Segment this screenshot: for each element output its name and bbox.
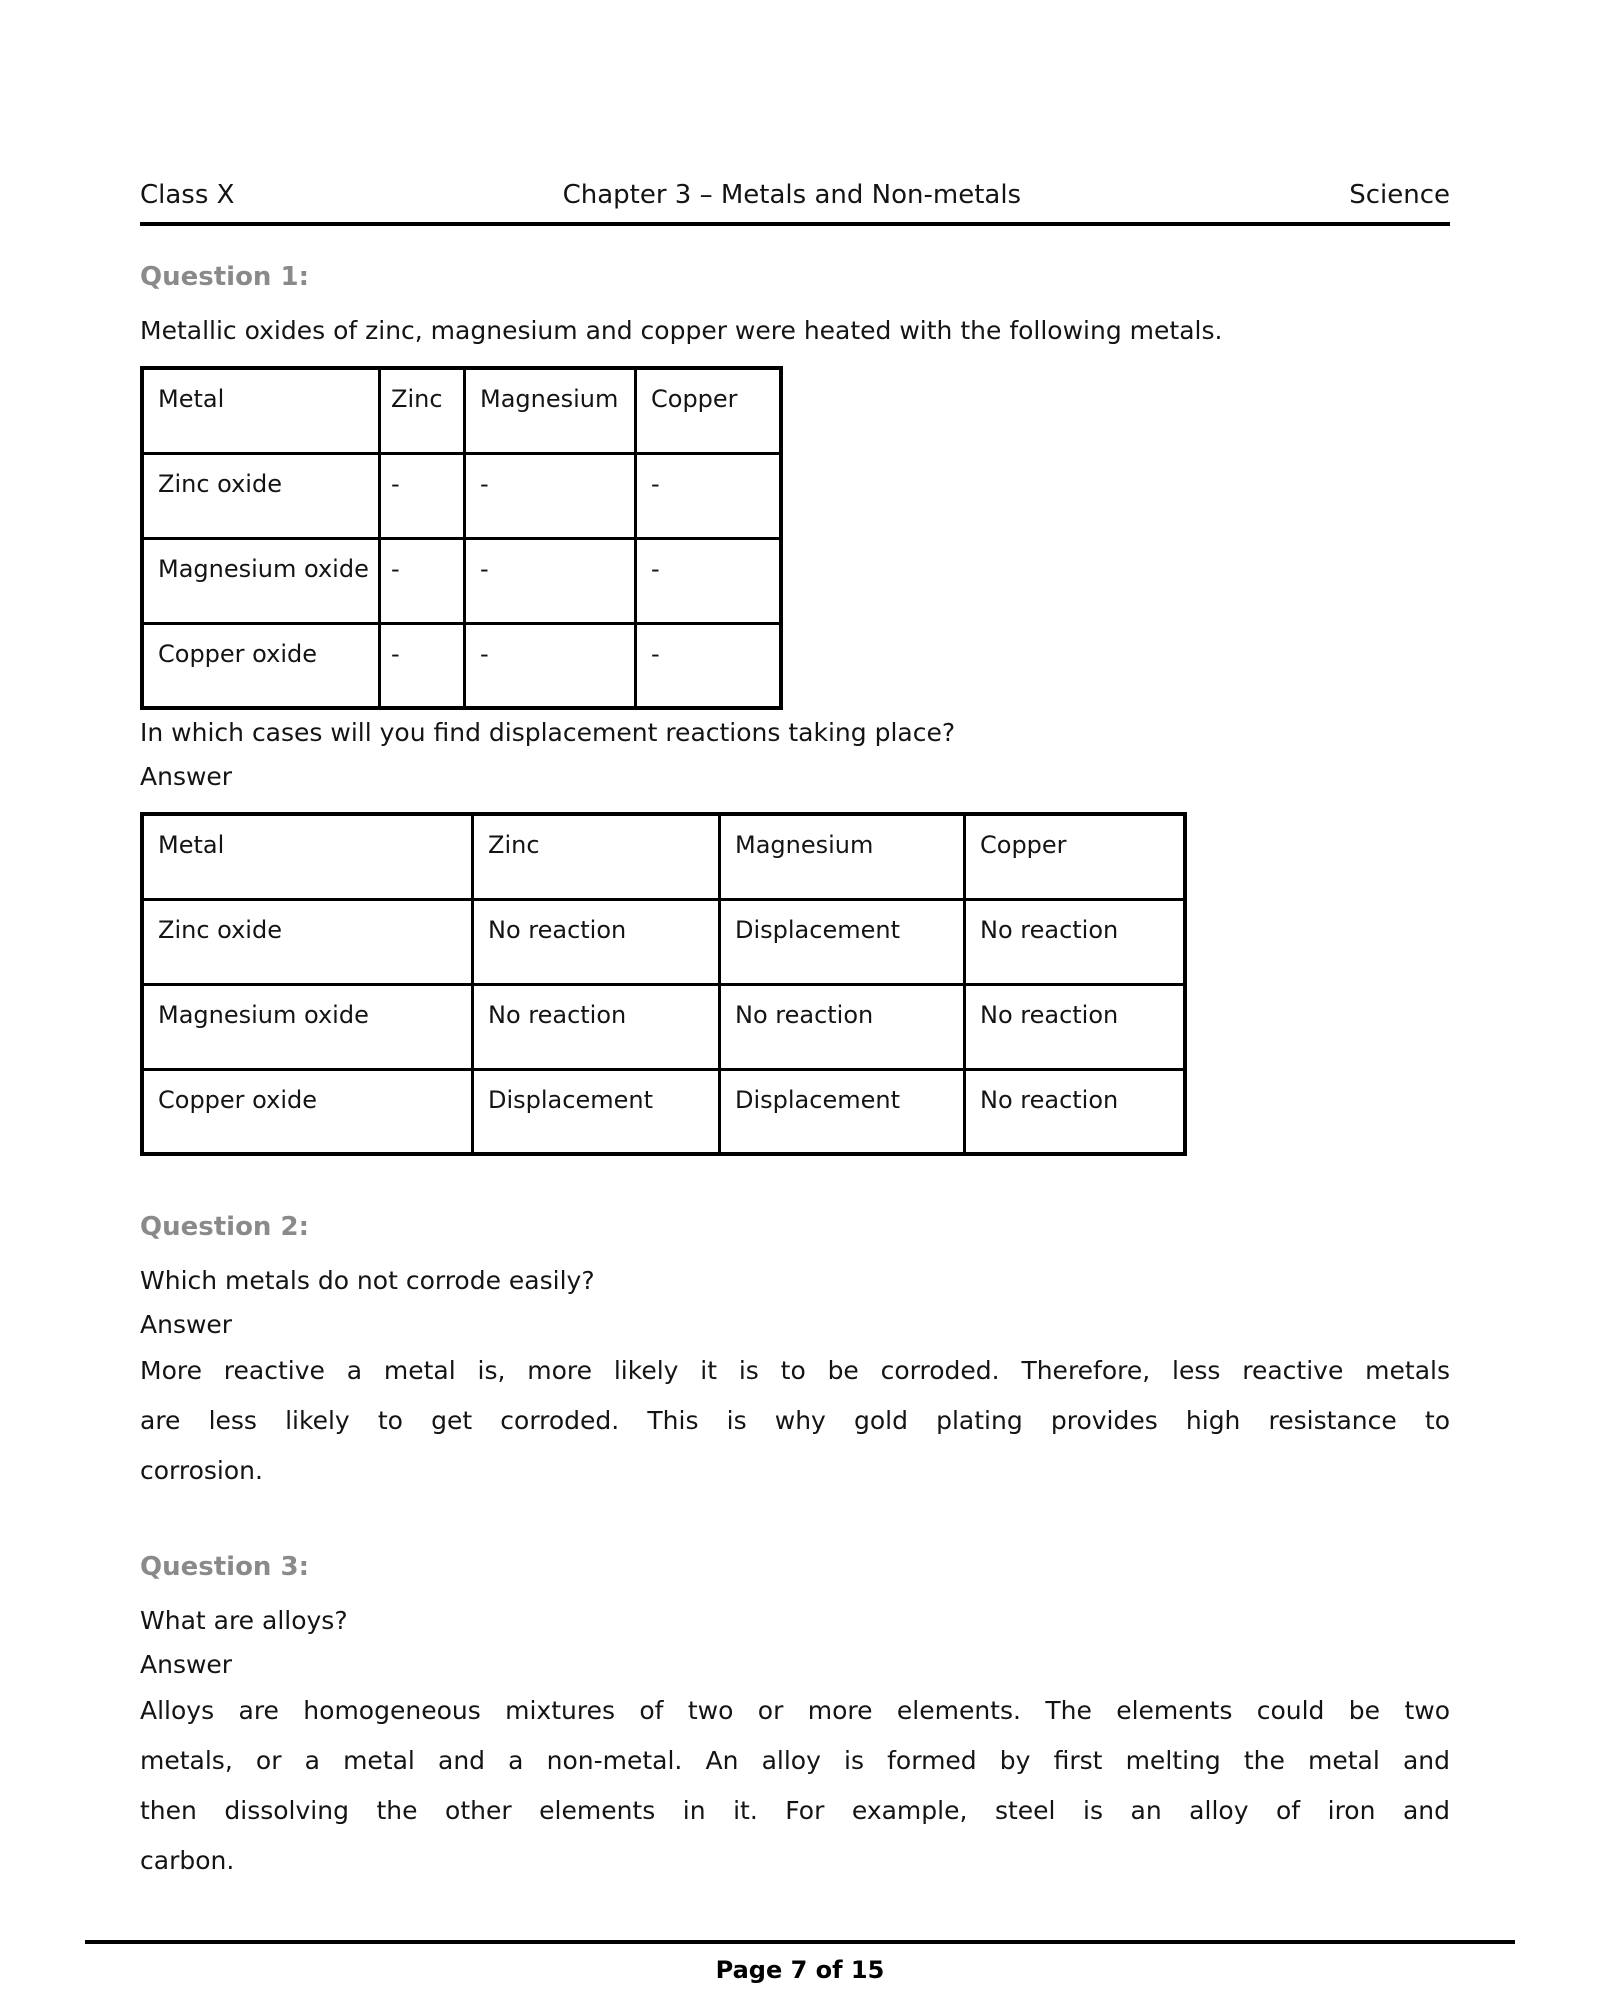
table-row <box>142 984 1185 1069</box>
table-cell: - <box>636 538 782 623</box>
table-cell: Zinc oxide <box>142 899 473 984</box>
table-cell: Displacement <box>473 1069 720 1154</box>
table-cell: - <box>380 453 465 538</box>
page-footer <box>85 1940 1515 1984</box>
table-row <box>142 453 781 538</box>
table-cell: No reaction <box>473 984 720 1069</box>
table-header-cell: Magnesium <box>465 368 636 453</box>
table-row <box>142 899 1185 984</box>
table-header-cell: Copper <box>636 368 782 453</box>
table-cell: No reaction <box>965 899 1186 984</box>
question-3-answer-label: Answer <box>140 1650 233 1679</box>
table-cell: - <box>465 538 636 623</box>
table-cell: Copper oxide <box>142 623 380 708</box>
table-header-row <box>142 814 1185 899</box>
question-1-heading: Question 1: <box>140 262 309 292</box>
paragraph-line: metals, or a metal and a non-metal. An alloy is formed by first melting the metal and <box>140 1746 1450 1775</box>
question-3-answer-paragraph <box>140 1686 1450 1886</box>
page-header <box>140 180 1450 226</box>
table-cell: Magnesium oxide <box>142 984 473 1069</box>
paragraph-line: are less likely to get corroded. This is why gold plating provides high resistance to <box>140 1406 1450 1435</box>
page-number-label: Page 7 of 15 <box>715 1956 885 1984</box>
table-cell: Displacement <box>720 1069 965 1154</box>
table-header-cell: Copper <box>965 814 1186 899</box>
question-2-answer-paragraph <box>140 1346 1450 1496</box>
table-header-row <box>142 368 781 453</box>
paragraph-line: then dissolving the other elements in it. For example, steel is an alloy of iron and <box>140 1796 1450 1825</box>
question-1-reactants-table <box>140 366 783 710</box>
header-subject-label: Science <box>1349 180 1450 210</box>
question-2-heading: Question 2: <box>140 1212 309 1242</box>
table-cell: - <box>465 623 636 708</box>
table-header-cell: Metal <box>142 814 473 899</box>
table-cell: No reaction <box>473 899 720 984</box>
table-cell: - <box>636 623 782 708</box>
table-cell: No reaction <box>720 984 965 1069</box>
question-1-answer-label: Answer <box>140 762 233 791</box>
table-cell: - <box>636 453 782 538</box>
paragraph-line: Alloys are homogeneous mixtures of two or more elements. The elements could be two <box>140 1696 1450 1725</box>
paragraph-line: corrosion. <box>140 1456 263 1485</box>
table-cell: - <box>380 623 465 708</box>
table-header-cell: Zinc <box>473 814 720 899</box>
table-header-cell: Zinc <box>380 368 465 453</box>
table-header-cell: Metal <box>142 368 380 453</box>
question-1-answer-table <box>140 812 1187 1156</box>
table-cell: - <box>380 538 465 623</box>
paragraph-line: carbon. <box>140 1846 235 1875</box>
paragraph-line: More reactive a metal is, more likely it is to be corroded. Therefore, less reactive metals <box>140 1356 1450 1385</box>
header-chapter-title: Chapter 3 – Metals and Non-metals <box>562 180 1022 210</box>
table-cell: Copper oxide <box>142 1069 473 1154</box>
table-cell: - <box>465 453 636 538</box>
table-cell: Magnesium oxide <box>142 538 380 623</box>
table-cell: Zinc oxide <box>142 453 380 538</box>
table-header-cell: Magnesium <box>720 814 965 899</box>
table-cell: No reaction <box>965 1069 1186 1154</box>
table-row <box>142 1069 1185 1154</box>
document-page <box>140 0 1450 1886</box>
table-cell: No reaction <box>965 984 1186 1069</box>
question-2-text: Which metals do not corrode easily? <box>140 1266 595 1295</box>
header-class-label: Class X <box>140 180 235 210</box>
question-3-text: What are alloys? <box>140 1606 348 1635</box>
question-1-text: In which cases will you find displacement reactions taking place? <box>140 718 956 747</box>
question-2-answer-label: Answer <box>140 1310 233 1339</box>
table-cell: Displacement <box>720 899 965 984</box>
table-row <box>142 538 781 623</box>
question-1-intro: Metallic oxides of zinc, magnesium and copper were heated with the following metals. <box>140 316 1223 345</box>
table-row <box>142 623 781 708</box>
question-3-heading: Question 3: <box>140 1552 309 1582</box>
